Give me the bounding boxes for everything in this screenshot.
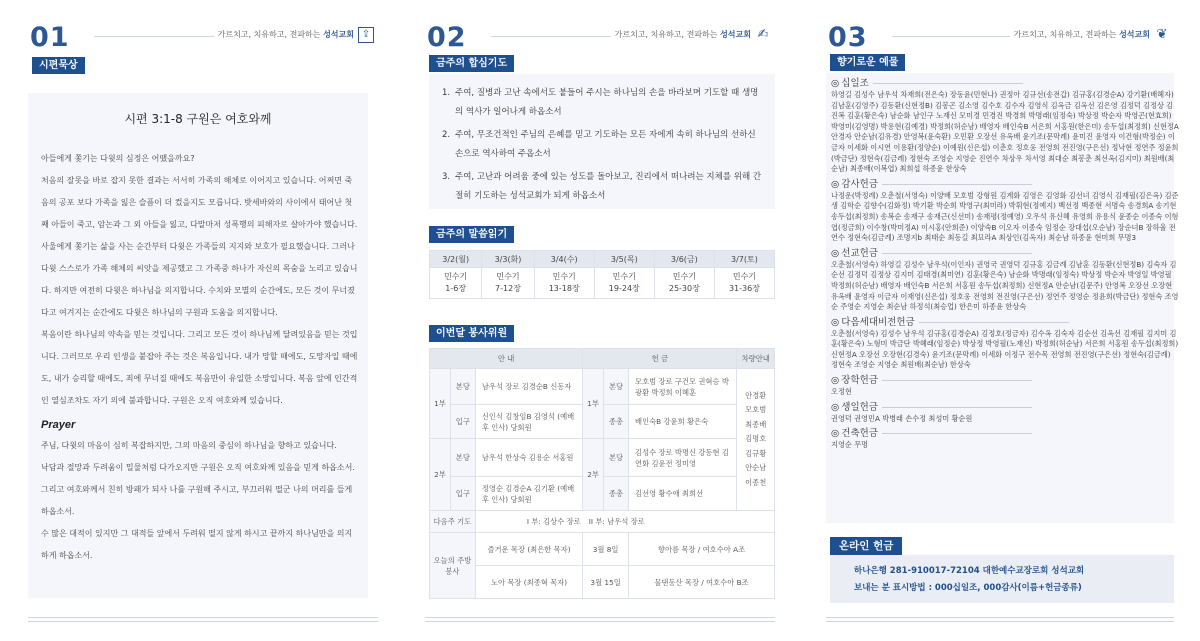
offering-cell: 배인숙B 강윤희 황은숙 — [629, 405, 737, 439]
kitchen-group: 즐거운 목장 (최은한 목자) — [475, 533, 582, 566]
bank-account: 하나은행 281-910017-72104 대한예수교장로회 성석교회 — [854, 566, 1085, 576]
col-guide: 안 내 — [430, 349, 583, 369]
reading-date: 3/5(목) — [594, 251, 654, 268]
worship-1: 1부 — [583, 369, 604, 439]
section-title-online: 온라인 헌금 — [830, 537, 902, 555]
offering-category: ◎ 건축헌금 — [831, 427, 1179, 440]
section-title-psalm: 시편묵상 — [32, 57, 85, 74]
psalm-title: 시편 3:1-8 구원은 여호와께 — [124, 112, 272, 126]
worship-2: 2부 — [583, 439, 604, 511]
psalm-body — [41, 148, 359, 567]
bondang-label: 본당 — [450, 439, 475, 477]
pray-hands-icon: ✍ — [757, 27, 769, 42]
reading-date: 3/4(수) — [534, 251, 594, 268]
reading-cell: 민수기 1-6장 — [430, 268, 482, 299]
offering-names: 하영길 김성수 남우석 차재희(전은숙) 장동윤(민현나) 권정아 김규선(송전갑) 김규홍(김경순A) 강기환(배혜자) 김남훈(김영주) 김동환(신현정B) 김봉곤 김소영 김수호 김수자 김영식 김옥금 김옥선 김은영 김정덕 김정상 김진복 김훈(황은숙) 남순화 남인구 노재신 모미경 민경진 박경희 박명래(임정숙) 박상정 박순자 박영곤(현효희) 박영미(김영명) 박용현(김예경) 박정희(허순남) 배영자 배인숙B 서은희 서홍원(한은미) 송두섭(최정희) 신현정A 안경자 안순남(김유경) 안영복(윤숙환) 오민환 오장선 유옥배 윤기조(문막례) 윤미진 윤영자 이건형(박정순) 이금자 이세화 이시연 이용환(정양순) 이예원(신은섭) 이춘호 정호웅 전영희 전진영(구은선) 정낙현 정연주 정윤희(박금단) 정현숙(김금례) 정현숙 조영순 지영순 진연수 차상우 차서영 최대순 최봉춘 최선옥(김지미) 최원배(최순남) 최종배(이복엽) 최희섭 하종윤 한상숙 — [831, 90, 1179, 174]
prayer-line: 주님, 다윗의 마음이 심히 복잡하지만, 그의 마음의 중심이 하나님을 향하고 있습니다. — [41, 441, 337, 450]
page-number: 01 — [30, 22, 70, 53]
offering-category: ◎ 생일헌금 — [831, 401, 1179, 414]
prayer-heading: Prayer — [41, 419, 76, 431]
offering-names: 오정현 — [831, 387, 852, 397]
reading-cell: 민수기 19-24장 — [594, 268, 654, 299]
footer-rule — [425, 617, 775, 618]
header-tagline: 가르치고, 치유하고, 전파하는 성석교회 — [1010, 29, 1150, 40]
guide-cell: 정영순 김경순A 김기환 (예배 후 인사) 당회원 — [475, 477, 582, 511]
ipgu-label: 입구 — [450, 477, 475, 511]
kitchen-label: 오늘의 주방봉사 — [430, 533, 476, 599]
next-prayer-label: 다음주 기도 — [430, 511, 476, 533]
prayer-line: 그리고 여호와께서 친히 방패가 되사 나를 구원해 주시고, 부끄러워 떨군 나의 머리를 들게 하옵소서. — [41, 485, 353, 516]
page-2 — [425, 0, 775, 641]
kitchen-group: 노아 목장 (최종혁 목자) — [475, 566, 582, 599]
psalm-paragraph: 복음이란 하나님의 약속을 믿는 것입니다. 그리고 모든 것이 하나님께 달려있음을 믿는 것입니다. 그러므로 우리 인생을 붙잡아 주는 것은 복음입니다. 내가 망할 때에도, 도망자일 때에도, 내가 승리할 때에도, 죄에 무너질 때에도 복음만이 유일한 소망입니다. 복음 앞에 인간적인 열심조차도 자기 의에 불과합니다. 구원은 오직 여호와께 있습니다. — [41, 330, 358, 405]
section-title-prayer: 금주의 합심기도 — [429, 55, 514, 72]
reading-date: 3/2(월) — [430, 251, 482, 268]
offering-category: ◎ 다음세대비전헌금 — [831, 316, 1179, 329]
offering-cell: 김성수 장로 박명신 강동현 김연화 김윤전 정미영 — [629, 439, 737, 477]
offering-category: ◎ 선교헌금 — [831, 247, 1179, 260]
section-title-reading: 금주의 말씀읽기 — [429, 226, 514, 243]
worship-2: 2부 — [430, 439, 451, 511]
bondang-label: 본당 — [604, 439, 629, 477]
parking-cell: 안경환 모호범 최종배 김명호 김규황 안순남 이종천 — [737, 369, 775, 511]
leaf-icon: ❦ — [1156, 27, 1168, 42]
guide-cell: 남우석 장로 김경순B 신동자 — [475, 369, 582, 405]
offering-names: 권영덕 권영민A 박병래 손수정 최성미 황순원 — [831, 413, 973, 423]
page-number: 03 — [828, 22, 868, 53]
footer-rule — [28, 617, 378, 618]
section-title-offering: 향기로운 예물 — [830, 54, 905, 71]
reading-table — [429, 250, 775, 299]
ipgu-label: 입구 — [450, 405, 475, 439]
kitchen-place: 향아름 목장 / 여호수아 A조 — [629, 533, 775, 566]
offering-category: ◎ 십일조 — [831, 77, 1179, 90]
footer-rule — [425, 621, 775, 622]
guide-cell: 신인식 김창임B 김영석 (예배 후 인사) 당회원 — [475, 405, 582, 439]
worship-1: 1부 — [430, 369, 451, 439]
footer-rule — [28, 621, 378, 622]
next-prayer-2: II 부: 남우석 장로 — [583, 511, 775, 533]
kitchen-date: 3월 8일 — [583, 533, 629, 566]
bondang-label: 본당 — [604, 369, 629, 405]
offering-cell: 김선영 황수애 최희선 — [629, 477, 737, 511]
offering-names: 오춘철(서영숙) 하영길 김성수 남우석(이인자) 권영국 권영덕 김규홍 김금례 김남훈 김동환(신현정B) 김숙자 김순선 김정덕 김정상 김지미 김태경(최미연) 김훈(황은숙) 남순화 박명래(임정숙) 박상정 박순자 박영일 박영필 박정희(허순남) 배영자 배인숙B 서은희 서홍원 송두섭(최정희) 신현정A 안순남(김문주) 안영복 오장선 오장현 유옥배 윤영자 이금자 이재영(신은섭) 정호웅 전영희 전진영(구은선) 정연주 정영순 정윤희(박금단) 정현숙 조영순 주영순 지영순 최순남 하정석(최승업) 한은미 하종윤 한상숙 — [831, 259, 1179, 312]
prayer-list — [442, 84, 762, 210]
next-prayer-1: I 부: 김상수 장로 — [475, 511, 582, 533]
bank-info — [854, 563, 1084, 597]
page-3 — [826, 0, 1179, 641]
reading-date: 3/3(화) — [482, 251, 534, 268]
header-tagline: 가르치고, 치유하고, 전파하는 성석교회 — [611, 29, 751, 40]
kitchen-date: 3월 15일 — [583, 566, 629, 599]
header-tagline: 가르치고, 치유하고, 전파하는 성석교회 — [214, 29, 354, 40]
page-1 — [28, 0, 378, 641]
reading-date: 3/7(토) — [714, 251, 774, 268]
offering-names: 나정운(박정례) 오춘철(서영숙) 이양배 모호범 강형원 김계화 김영은 김영화 김선녀 김영식 김재필(김은옥) 김준생 김학순 김향수(김화정) 박기환 박순희 박영구(최미라) 박휘현(정예지) 백선정 백종현 서명숙 송경희A 송기현 송두섭(최정희) 송복순 송재구 송재근(신선미) 송재평(정예영) 오우석 유신혜 유영희 유용식 윤종순 이종숙 이형엽(정금희) 이수창(박미정A) 이시홍(안희준) 이양숙B 이오자 이종숙 임정순 장대섭(오순남) 장순녀B 장하율 전연수 정현숙(김금례) 조명지b 최태순 최동길 최묘라A 최상인(김옥자) 최순남 하종윤 현미희 무명3 — [831, 190, 1179, 243]
footer-rule — [826, 621, 1174, 622]
bondang-label: 본당 — [450, 369, 475, 405]
psalm-paragraph: 아들에게 쫓기는 다윗의 심정은 어땠을까요? — [41, 154, 195, 163]
col-parking: 차량안내 — [737, 349, 775, 369]
offering-category: ◎ 장학헌금 — [831, 374, 1179, 387]
bank-note: 보내는 분 표시방법 : 000십일조, 000감사(이름+헌금종류) — [854, 583, 1082, 593]
psalm-paragraph: 사울에게 쫓기는 삶을 사는 순간부터 다윗은 가족들의 지지와 보호가 필요했습니다. 그러나 다윗 스스로가 가족 해체의 씨앗을 제공했고 그 가족중 하나가 자신의 목숨을 노리고 있습니다. 하지만 여전히 다윗은 하나님을 의지합니다. 수치와 모멸의 순간에도, 모든 것이 무너졌다고 여겨지는 순간에도 다윗은 하나님의 구원과 도움을 의지합니다. — [41, 242, 358, 317]
reading-date: 3/6(금) — [654, 251, 714, 268]
jongchong-label: 종총 — [604, 477, 629, 511]
book-icon: ⇪ — [358, 27, 374, 43]
prayer-item: 2. 주여, 무조건적인 주님의 은혜를 믿고 기도하는 모든 자에게 속히 하나님의 선하신 손으로 역사하여 주옵소서 — [442, 130, 756, 159]
prayer-line: 낙담과 절망과 두려움이 밀물처럼 다가오지만 구원은 오직 여호와께 있음을 믿게 하옵소서. — [41, 463, 355, 472]
reading-cell: 민수기 13-18장 — [534, 268, 594, 299]
reading-cell: 민수기 7-12장 — [482, 268, 534, 299]
offering-names: 오춘철(서영숙) 김성수 남우석 김규홍(김경순A) 김정호(정금자) 김수옥 김숙자 김순선 김옥선 김재필 김지미 김훈(황은숙) 노형미 박금단 박혜래(임정순) 박상정 박영필(노재신) 박정희(허순남) 서은희 서홍원 송두섭(최정희) 신현정A 오장선 오장현(김경숙) 윤기조(문막례) 이세화 이정구 전수목 전영희 전진영(구은선) 정현숙(김금례) 정현숙 조영순 지영순 최원배(최순남) 한상숙 — [831, 328, 1179, 370]
service-table — [429, 348, 775, 599]
prayer-line: 수 많은 대적이 있지만 그 대적들 앞에서 두려워 떨지 않게 하시고 끝까지 하나님만을 의지하게 하옵소서. — [41, 529, 353, 560]
jongchong-label: 종총 — [604, 405, 629, 439]
page-number: 02 — [427, 22, 467, 53]
reading-cell: 민수기 31-36장 — [714, 268, 774, 299]
guide-cell: 남우석 한상숙 김용순 서홍원 — [475, 439, 582, 477]
psalm-paragraph: 처음의 잘못을 바로 잡지 못한 결과는 서서히 가족의 해체로 이어지고 있습니다. 어쩌면 죽음의 공포 보다 가족을 잃은 슬픔이 더 컸을지도 모릅니다. 밧세바와의 사이에서 태어난 첫째 아들이 죽고, 암논과 그 외 아들을 잃고, 다말마저 성폭행의 피해자로 살아가야 했습니다. — [41, 176, 358, 229]
col-offering: 헌 금 — [583, 349, 737, 369]
offering-names: 지영순 무명 — [831, 440, 869, 450]
prayer-item: 1. 주여, 질병과 고난 속에서도 붙들어 주시는 하나님의 손을 바라보며 기도할 때 생명의 역사가 일어나게 하옵소서 — [442, 88, 759, 117]
section-title-service: 이번달 봉사위원 — [429, 325, 514, 342]
prayer-item: 3. 주여, 고난과 어려움 중에 있는 성도를 돌아보고, 진리에서 떠나려는 지체를 위해 간절히 기도하는 성석교회가 되게 하옵소서 — [442, 172, 762, 201]
kitchen-place: 물댄동산 목장 / 여호수아 B조 — [629, 566, 775, 599]
footer-rule — [826, 617, 1174, 618]
offering-category: ◎ 감사헌금 — [831, 178, 1179, 191]
reading-cell: 민수기 25-30장 — [654, 268, 714, 299]
offering-cell: 모호범 장로 구건모 권혁승 박광환 박정희 이혜훈 — [629, 369, 737, 405]
